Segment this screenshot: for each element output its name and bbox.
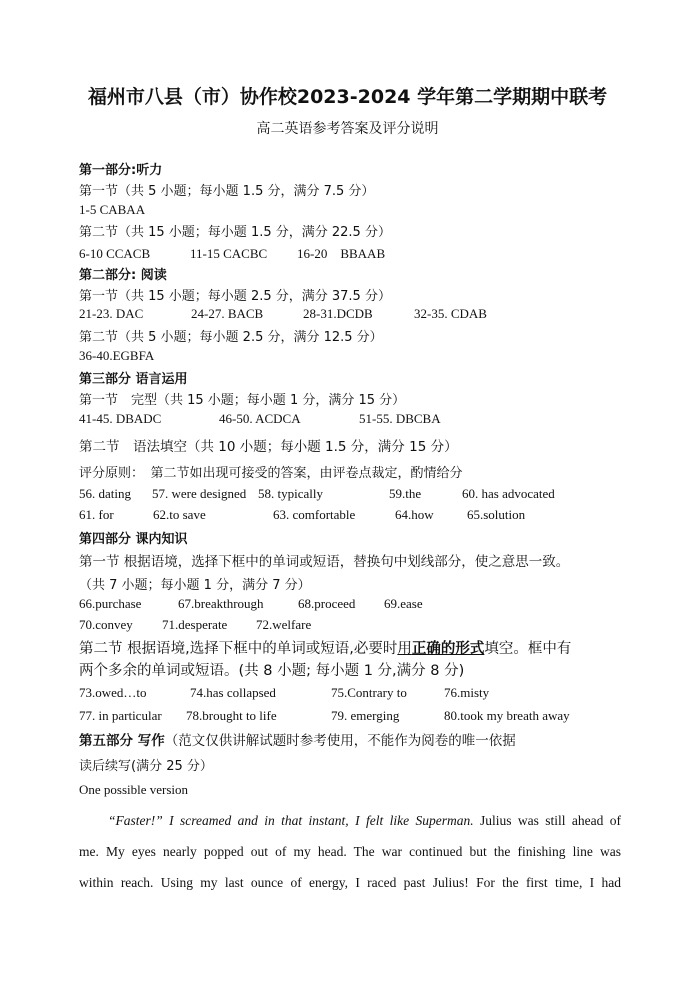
answer-item: 75.Contrary to [331,685,407,700]
part4-section1-answers-row2 [79,617,311,633]
part2-section2-answers: 36-40.EGBFA [79,348,155,363]
section2-instruction-d: 填空。框中有 [484,641,572,657]
part2-section1-answers [79,306,487,322]
answer-group: 6-10 CCACB [79,246,151,261]
answer-item: 78.brought to life [186,708,277,723]
part3-section2-answers-row2 [79,507,525,523]
answer-item: 61. for [79,507,114,522]
answer-item: 74.has collapsed [190,685,276,700]
part5-heading: 第五部分 写作 [79,733,165,749]
part3-section2-answers-row1 [79,486,555,502]
section2-instruction-emphasis: 正确的形式 [411,641,485,657]
section2-instruction-a: 第二节 根据语境,选择下框中的单词或短语,必要时 [79,641,398,657]
answer-item: 69.ease [384,596,423,611]
answer-group: 16-20 BBAAB [297,246,386,261]
answer-item: 72.welfare [256,617,312,632]
part1-section2-answers [79,243,385,262]
version-label: One possible version [79,782,189,797]
answer-item: 64.how [395,507,434,522]
part4-section2-answers-row1 [79,685,489,701]
answer-item: 58. typically [258,486,323,501]
scoring-rule: 评分原则： 第二节如出现可接受的答案，由评卷点裁定，酌情给分 [79,466,463,481]
part1-heading: 第一部分:听力 [79,163,163,178]
section2-instruction-underlined: 用 [397,641,412,657]
answer-item: 62.to save [153,507,206,522]
answer-item: 71.desperate [162,617,228,632]
essay-line-3: within reach. Using my last ounce of energy, I raced past Julius! For the first time, I had [79,875,621,890]
essay-line-2: me. My eyes nearly popped out of my head. The war continued but the finishing line was [79,844,621,859]
part4-heading: 第四部分 课内知识 [79,532,188,547]
answer-item: 73.owed…to [79,685,147,700]
part1-section1-answers: 1-5 CABAA [79,202,146,217]
answer-item: 68.proceed [298,596,356,611]
part4-section2-info-line1 [79,637,571,658]
part4-section1-info-line1: 第一节 根据语境，选择下框中的单词或短语，替换句中划线部分，使之意思一致。 [79,554,570,570]
answer-item: 76.misty [444,685,490,700]
part5-heading-line [79,729,516,749]
answer-group: 41-45. DBADC [79,411,162,426]
part1-section1-info: 第一节（共 5 小题；每小题 1.5 分，满分 7.5 分） [79,184,375,199]
answer-group: 28-31.DCDB [303,306,373,321]
essay-line-1-rest: Julius was still ahead of [473,813,621,828]
answer-item: 65.solution [467,507,526,522]
part2-section1-info: 第一节（共 15 小题；每小题 2.5 分，满分 37.5 分） [79,289,391,304]
answer-item: 80.took my breath away [444,708,570,723]
answer-item: 59.the [389,486,422,501]
essay-line-1 [79,805,621,836]
answer-item: 63. comfortable [273,507,356,522]
answer-group: 51-55. DBCBA [359,411,441,426]
answer-group: 21-23. DAC [79,306,144,321]
answer-group: 46-50. ACDCA [219,411,301,426]
part3-section1-info: 第一节 完型（共 15 小题；每小题 1 分，满分 15 分） [79,393,406,408]
part4-section1-answers-row1 [79,596,423,612]
answer-item: 79. emerging [331,708,400,723]
answer-item: 66.purchase [79,596,142,611]
answer-item: 57. were designed [152,486,247,501]
part1-section2-info: 第二节（共 15 小题；每小题 1.5 分，满分 22.5 分） [79,225,391,240]
part5-heading-note: （范文仅供讲解试题时参考使用，不能作为阅卷的唯一依据 [164,733,516,749]
answer-item: 56. dating [79,486,131,501]
part3-section2-info: 第二节 语法填空（共 10 小题；每小题 1.5 分，满分 15 分） [79,439,458,455]
part4-section1-info-line2: （共 7 小题；每小题 1 分，满分 7 分） [79,578,311,593]
page-title: 福州市八县（市）协作校2023-2024 学年第二学期期中联考 [87,86,608,108]
part2-heading: 第二部分: 阅读 [79,268,167,283]
answer-group: 11-15 CACBC [190,246,268,261]
part3-section1-answers [79,411,441,427]
essay-opening-italic: “Faster!” I screamed and in that instant, I felt like Superman. [108,813,474,828]
part3-heading: 第三部分 语言运用 [79,372,188,387]
part2-section2-info: 第二节（共 5 小题；每小题 2.5 分，满分 12.5 分） [79,330,383,345]
answer-item: 77. in particular [79,708,162,723]
answer-item: 67.breakthrough [178,596,264,611]
page-subtitle: 高二英语参考答案及评分说明 [256,121,439,137]
answer-item: 70.convey [79,617,133,632]
part4-section2-answers-row2 [79,708,570,724]
answer-group: 24-27. BACB [191,306,264,321]
part4-section2-info-line2: 两个多余的单词或短语。(共 8 小题; 每小题 1 分,满分 8 分) [79,663,465,679]
answer-item: 60. has advocated [462,486,555,501]
part5-sub-heading: 读后续写(满分 25 分） [79,759,213,774]
answer-group: 32-35. CDAB [414,306,487,321]
